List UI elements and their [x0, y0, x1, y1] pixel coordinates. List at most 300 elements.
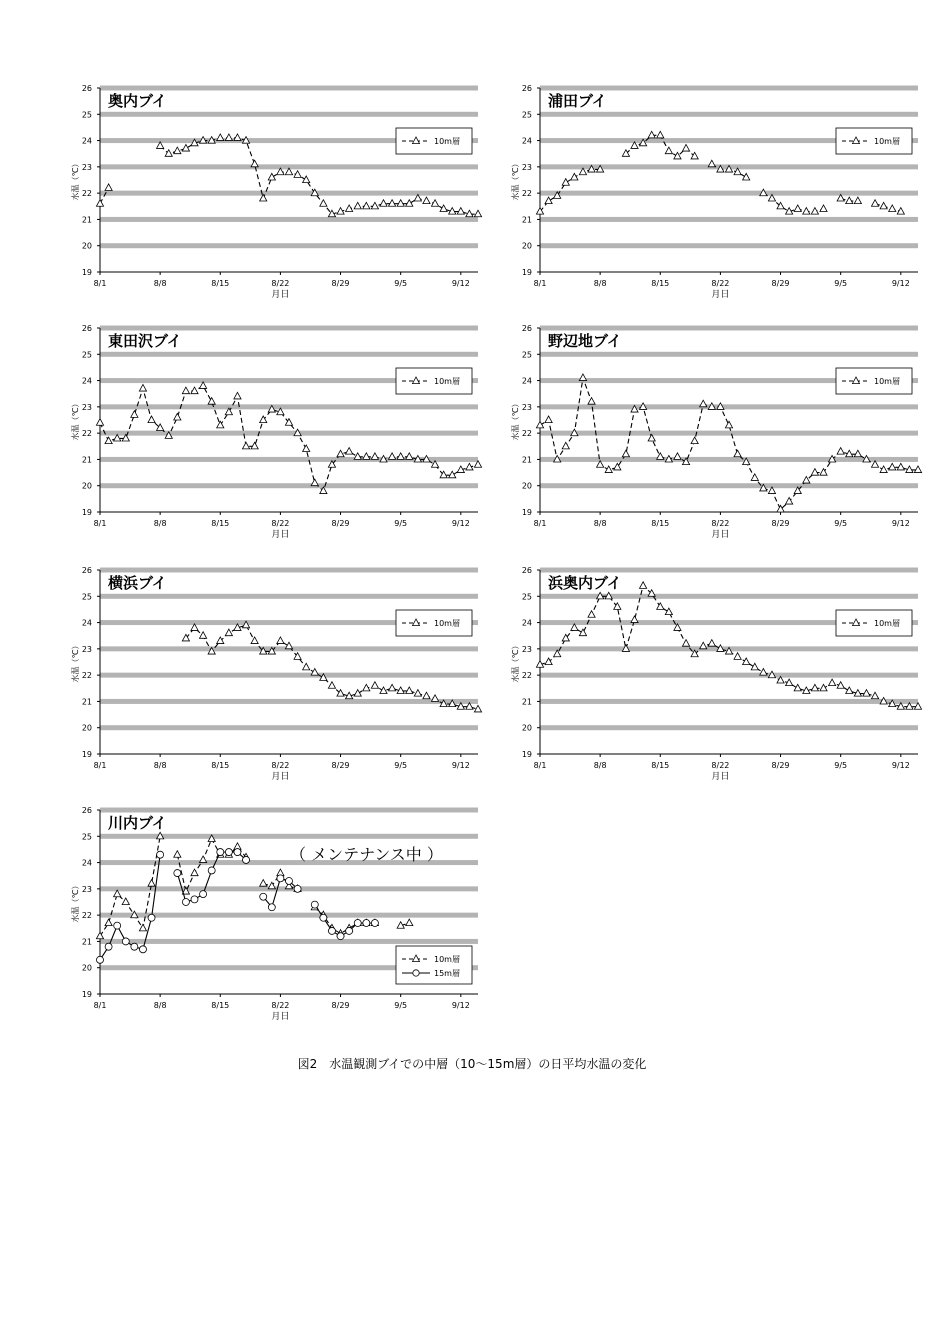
data-point: [139, 946, 146, 953]
data-point: [174, 870, 181, 877]
x-axis-label: 月日: [711, 530, 730, 540]
x-tick-label: 8/1: [533, 761, 547, 770]
data-point: [105, 437, 112, 444]
data-point: [182, 387, 189, 394]
data-point: [562, 442, 569, 449]
y-tick-label: 19: [521, 750, 532, 759]
x-tick-label: 9/12: [451, 279, 470, 288]
y-tick-label: 22: [81, 671, 92, 681]
x-tick-label: 9/12: [451, 519, 470, 528]
chart-4: [500, 318, 930, 558]
y-tick-label: 23: [521, 402, 532, 412]
data-point: [828, 679, 835, 686]
legend: [396, 946, 472, 984]
chart-title: 東田沢ブイ: [108, 332, 182, 350]
data-point: [380, 200, 387, 207]
data-point: [388, 200, 395, 207]
data-point: [148, 914, 155, 921]
gridline: [540, 404, 918, 409]
data-point: [199, 632, 206, 639]
gridline: [100, 939, 478, 944]
data-point: [371, 920, 378, 927]
data-point: [354, 920, 361, 927]
legend-label: 10m層: [874, 137, 900, 146]
data-point: [743, 173, 750, 180]
legend: [836, 368, 912, 394]
legend: [836, 610, 912, 636]
x-tick-label: 8/15: [651, 761, 670, 770]
series-line: [540, 586, 918, 707]
x-tick-label: 8/29: [331, 519, 350, 528]
data-point: [474, 705, 481, 712]
data-point: [174, 413, 181, 420]
x-axis-label: 月日: [711, 772, 730, 782]
data-point: [889, 463, 896, 470]
data-point: [871, 200, 878, 207]
data-point: [897, 463, 904, 470]
gridline: [100, 673, 478, 678]
gridline: [540, 431, 918, 436]
data-point: [182, 144, 189, 151]
data-point: [639, 582, 646, 589]
data-point: [337, 450, 344, 457]
x-tick-label: 9/5: [394, 519, 408, 528]
x-tick-label: 8/22: [271, 1001, 290, 1010]
legend-label: 10m層: [434, 137, 460, 146]
data-point: [311, 669, 318, 676]
x-tick-label: 8/8: [593, 519, 607, 528]
data-point: [449, 471, 456, 478]
data-point: [328, 927, 335, 934]
data-point: [131, 411, 138, 418]
data-point: [139, 924, 146, 931]
x-tick-label: 9/12: [891, 279, 910, 288]
data-point: [579, 629, 586, 636]
data-point: [820, 684, 827, 691]
y-tick-label: 26: [521, 84, 532, 93]
data-point: [242, 442, 249, 449]
x-axis-label: 月日: [271, 530, 290, 540]
data-point: [286, 877, 293, 884]
y-tick-label: 19: [81, 990, 92, 999]
x-tick-label: 8/15: [211, 519, 230, 528]
data-point: [423, 197, 430, 204]
data-point: [406, 200, 413, 207]
x-tick-label: 8/1: [533, 519, 547, 528]
x-tick-label: 9/12: [451, 761, 470, 770]
data-point: [708, 160, 715, 167]
data-point: [122, 938, 129, 945]
data-point: [328, 682, 335, 689]
data-point: [354, 453, 361, 460]
y-tick-label: 20: [81, 723, 92, 733]
chart-7: [60, 800, 490, 1040]
x-tick-label: 8/29: [331, 279, 350, 288]
data-point: [96, 200, 103, 207]
data-point: [725, 421, 732, 428]
x-tick-label: 8/22: [271, 279, 290, 288]
data-point: [388, 453, 395, 460]
y-axis-label: 水温（℃）: [71, 159, 80, 201]
series-line: [540, 169, 600, 211]
y-tick-label: 22: [81, 189, 92, 199]
data-point: [871, 692, 878, 699]
data-point: [285, 642, 292, 649]
data-point: [440, 205, 447, 212]
data-point: [579, 374, 586, 381]
x-tick-label: 8/22: [271, 761, 290, 770]
data-point: [371, 453, 378, 460]
data-point: [657, 453, 664, 460]
gridline: [540, 352, 918, 357]
x-tick-label: 9/5: [394, 279, 408, 288]
gridline: [100, 594, 478, 599]
x-tick-label: 8/8: [153, 279, 167, 288]
data-point: [191, 869, 198, 876]
y-tick-label: 21: [521, 215, 532, 225]
data-point: [174, 147, 181, 154]
y-tick-label: 22: [521, 429, 532, 439]
x-tick-label: 8/15: [651, 519, 670, 528]
data-point: [622, 450, 629, 457]
legend: [836, 128, 912, 154]
data-point: [571, 173, 578, 180]
data-point: [708, 640, 715, 647]
chart-1: [60, 78, 490, 318]
x-tick-label: 8/15: [211, 1001, 230, 1010]
data-point: [363, 453, 370, 460]
data-point: [251, 160, 258, 167]
data-point: [131, 943, 138, 950]
legend: [396, 610, 472, 636]
gridline: [100, 568, 478, 573]
y-tick-label: 20: [521, 241, 532, 251]
data-point: [466, 210, 473, 217]
annotation: （ メンテナンス中 ）: [290, 845, 443, 864]
y-tick-label: 23: [81, 884, 92, 894]
gridline: [100, 112, 478, 117]
data-point: [803, 208, 810, 215]
y-tick-label: 19: [81, 268, 92, 277]
data-point: [303, 176, 310, 183]
data-point: [260, 893, 267, 900]
data-point: [320, 200, 327, 207]
data-point: [837, 448, 844, 455]
gridline: [540, 568, 918, 573]
data-point: [562, 179, 569, 186]
data-point: [605, 466, 612, 473]
gridline: [100, 808, 478, 813]
x-tick-label: 8/15: [211, 761, 230, 770]
data-point: [674, 453, 681, 460]
gridline: [100, 483, 478, 488]
series-line: [100, 386, 478, 491]
y-axis-label: 水温（℃）: [511, 399, 520, 441]
data-point: [234, 392, 241, 399]
data-point: [648, 131, 655, 138]
chart-title: 奥内ブイ: [108, 92, 167, 110]
x-tick-label: 8/29: [331, 1001, 350, 1010]
chart-title: 横浜ブイ: [108, 574, 167, 592]
gridline: [100, 352, 478, 357]
data-point: [751, 663, 758, 670]
data-point: [431, 695, 438, 702]
data-point: [388, 684, 395, 691]
data-point: [811, 684, 818, 691]
y-tick-label: 23: [81, 162, 92, 172]
data-point: [225, 134, 232, 141]
figure-caption: 図2 水温観測ブイでの中層（10〜15m層）の日平均水温の変化: [297, 1057, 647, 1071]
data-point: [191, 896, 198, 903]
x-tick-label: 8/8: [153, 1001, 167, 1010]
data-point: [371, 202, 378, 209]
data-point: [225, 629, 232, 636]
data-point: [148, 416, 155, 423]
data-point: [751, 474, 758, 481]
gridline: [540, 326, 918, 331]
chart-6: [500, 560, 930, 800]
data-point: [889, 205, 896, 212]
y-tick-label: 26: [81, 566, 92, 575]
data-point: [268, 904, 275, 911]
data-point: [734, 653, 741, 660]
gridline: [100, 243, 478, 248]
y-tick-label: 26: [81, 324, 92, 333]
data-point: [786, 497, 793, 504]
x-tick-label: 9/12: [451, 1001, 470, 1010]
data-point: [346, 927, 353, 934]
data-point: [208, 867, 215, 874]
gridline: [540, 699, 918, 704]
y-tick-label: 21: [521, 455, 532, 465]
y-tick-label: 22: [81, 429, 92, 439]
data-point: [243, 856, 250, 863]
y-tick-label: 25: [521, 110, 532, 120]
y-axis-label: 水温（℃）: [511, 641, 520, 683]
gridline: [100, 913, 478, 918]
data-point: [234, 849, 241, 856]
x-axis-label: 月日: [271, 772, 290, 782]
x-axis-label: 月日: [271, 1012, 290, 1022]
gridline: [100, 326, 478, 331]
data-point: [157, 851, 164, 858]
data-point: [277, 875, 284, 882]
data-point: [303, 445, 310, 452]
data-point: [97, 956, 104, 963]
x-tick-label: 8/1: [93, 519, 107, 528]
data-point: [114, 922, 121, 929]
data-point: [914, 466, 921, 473]
y-axis-label: 水温（℃）: [71, 881, 80, 923]
legend-label: 10m層: [434, 955, 460, 964]
gridline: [540, 191, 918, 196]
x-tick-label: 8/1: [93, 1001, 107, 1010]
gridline: [100, 191, 478, 196]
data-point: [406, 919, 413, 926]
y-tick-label: 21: [521, 697, 532, 707]
gridline: [540, 457, 918, 462]
data-point: [794, 684, 801, 691]
data-point: [657, 131, 664, 138]
data-point: [846, 197, 853, 204]
gridline: [540, 673, 918, 678]
x-tick-label: 9/5: [834, 519, 848, 528]
data-point: [536, 421, 543, 428]
data-point: [406, 453, 413, 460]
chart-title: 川内ブイ: [108, 814, 167, 832]
y-tick-label: 23: [81, 402, 92, 412]
y-tick-label: 20: [521, 723, 532, 733]
legend-label: 10m層: [874, 377, 900, 386]
data-point: [234, 134, 241, 141]
data-point: [354, 690, 361, 697]
chart-title: 野辺地ブイ: [548, 332, 622, 350]
data-point: [545, 416, 552, 423]
legend-box: [396, 946, 472, 984]
legend-marker: [413, 970, 419, 976]
x-tick-label: 9/5: [834, 761, 848, 770]
gridline: [100, 217, 478, 222]
data-point: [122, 898, 129, 905]
data-point: [794, 205, 801, 212]
data-point: [397, 200, 404, 207]
x-tick-label: 8/29: [771, 761, 790, 770]
data-point: [320, 914, 327, 921]
data-point: [208, 398, 215, 405]
y-tick-label: 20: [81, 481, 92, 491]
data-point: [397, 453, 404, 460]
chart-5: [60, 560, 490, 800]
data-point: [251, 637, 258, 644]
data-point: [414, 690, 421, 697]
data-point: [105, 184, 112, 191]
data-point: [880, 202, 887, 209]
data-point: [474, 210, 481, 217]
y-tick-label: 24: [521, 376, 532, 386]
data-point: [174, 851, 181, 858]
data-point: [337, 933, 344, 940]
data-point: [165, 150, 172, 157]
gridline: [540, 112, 918, 117]
x-axis-label: 月日: [271, 290, 290, 300]
y-tick-label: 21: [81, 215, 92, 225]
legend-label: 10m層: [434, 377, 460, 386]
y-tick-label: 24: [81, 858, 92, 868]
y-tick-label: 24: [81, 618, 92, 628]
data-point: [363, 920, 370, 927]
data-point: [846, 687, 853, 694]
data-point: [820, 205, 827, 212]
gridline: [100, 725, 478, 730]
x-tick-label: 9/5: [394, 1001, 408, 1010]
y-tick-label: 22: [521, 671, 532, 681]
x-tick-label: 8/22: [711, 519, 730, 528]
y-tick-label: 24: [81, 376, 92, 386]
y-tick-label: 21: [81, 937, 92, 947]
gridline: [540, 86, 918, 91]
data-point: [743, 658, 750, 665]
data-point: [251, 442, 258, 449]
y-tick-label: 22: [81, 911, 92, 921]
data-point: [665, 608, 672, 615]
gridline: [540, 217, 918, 222]
y-tick-label: 25: [521, 592, 532, 602]
chart-2: [500, 78, 930, 318]
data-point: [148, 880, 155, 887]
data-point: [588, 611, 595, 618]
data-point: [691, 437, 698, 444]
data-point: [346, 448, 353, 455]
y-tick-label: 20: [521, 481, 532, 491]
data-point: [199, 856, 206, 863]
y-tick-label: 26: [521, 324, 532, 333]
data-point: [105, 919, 112, 926]
legend: [396, 368, 472, 394]
y-tick-label: 19: [81, 508, 92, 517]
x-tick-label: 8/15: [211, 279, 230, 288]
x-tick-label: 9/5: [394, 761, 408, 770]
y-tick-label: 24: [521, 136, 532, 146]
gridline: [540, 725, 918, 730]
series-line: [875, 204, 901, 212]
data-point: [682, 640, 689, 647]
x-tick-label: 8/22: [711, 279, 730, 288]
gridline: [100, 404, 478, 409]
y-tick-label: 23: [81, 644, 92, 654]
y-tick-label: 26: [521, 566, 532, 575]
data-point: [665, 147, 672, 154]
data-point: [363, 202, 370, 209]
data-point: [303, 663, 310, 670]
y-tick-label: 20: [81, 241, 92, 251]
data-point: [277, 637, 284, 644]
y-tick-label: 25: [81, 832, 92, 842]
x-tick-label: 8/8: [593, 279, 607, 288]
y-tick-label: 23: [521, 162, 532, 172]
y-tick-label: 19: [521, 268, 532, 277]
y-axis-label: 水温（℃）: [71, 399, 80, 441]
y-axis-label: 水温（℃）: [511, 159, 520, 201]
y-tick-label: 22: [521, 189, 532, 199]
series-line: [177, 852, 246, 902]
y-axis-label: 水温（℃）: [71, 641, 80, 683]
x-tick-label: 8/29: [771, 519, 790, 528]
data-point: [700, 400, 707, 407]
data-point: [182, 899, 189, 906]
data-point: [380, 687, 387, 694]
gridline: [100, 86, 478, 91]
y-tick-label: 19: [521, 508, 532, 517]
data-point: [545, 197, 552, 204]
x-axis-label: 月日: [711, 290, 730, 300]
data-point: [139, 384, 146, 391]
x-tick-label: 8/15: [651, 279, 670, 288]
y-tick-label: 19: [81, 750, 92, 759]
x-tick-label: 8/22: [711, 761, 730, 770]
data-point: [811, 469, 818, 476]
data-point: [371, 682, 378, 689]
data-point: [880, 466, 887, 473]
data-point: [588, 398, 595, 405]
x-tick-label: 9/5: [834, 279, 848, 288]
y-tick-label: 26: [81, 806, 92, 815]
data-point: [200, 891, 207, 898]
y-tick-label: 20: [81, 963, 92, 973]
y-tick-label: 25: [81, 350, 92, 360]
data-point: [311, 901, 318, 908]
y-tick-label: 23: [521, 644, 532, 654]
x-tick-label: 8/1: [533, 279, 547, 288]
